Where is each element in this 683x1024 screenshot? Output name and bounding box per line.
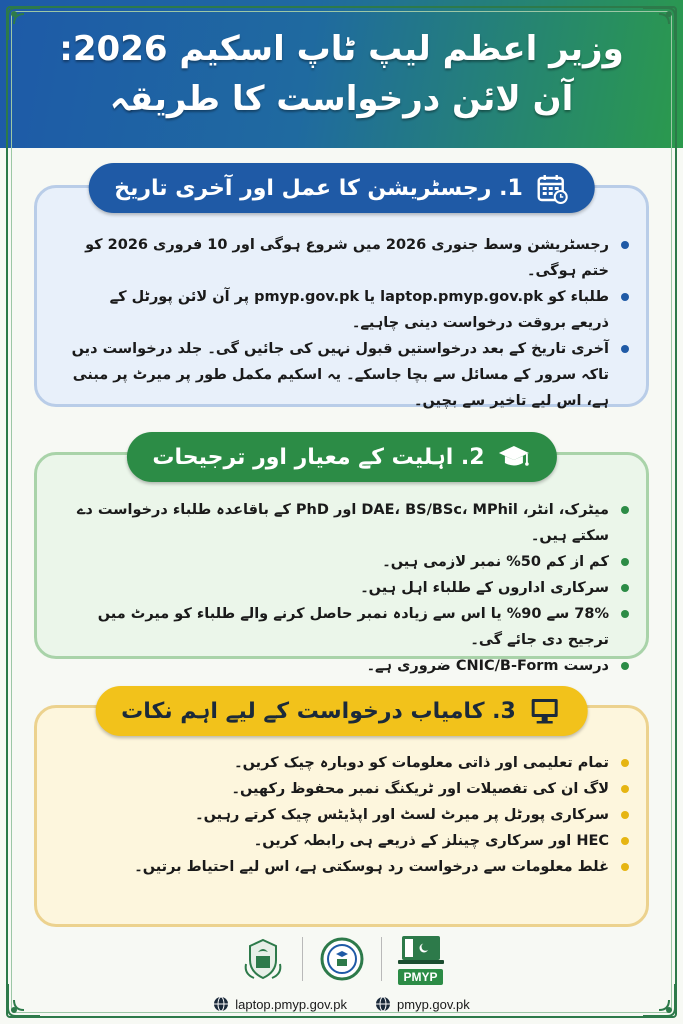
logo-divider (381, 937, 382, 981)
list-item: طلباء کو laptop.pmyp.gov.pk یا pmyp.gov.pk پر آن لائن پورٹل کے ذریعے بروقت درخواست دینی چاہیے۔ (71, 284, 631, 336)
website-link-laptop[interactable] (213, 996, 347, 1012)
list-item: سرکاری پورٹل پر میرٹ لسٹ اور اپڈیٹس چیک کرتے رہیں۔ (71, 802, 631, 828)
corner-ornament-icon (4, 4, 44, 44)
title-line-2: آن لائن درخواست کا طریقہ (109, 79, 574, 119)
pmyp-label: PMYP (398, 969, 442, 985)
list-item: درست CNIC/B-Form ضروری ہے۔ (71, 653, 631, 679)
logo-divider (302, 937, 303, 981)
list-item: رجسٹریشن وسط جنوری 2026 میں شروع ہوگی اور 10 فروری 2026 کو ختم ہوگی۔ (71, 232, 631, 284)
tips-bullet-list (71, 750, 631, 880)
list-item: 78% سے 90% یا اس سے زیادہ نمبر حاصل کرنے والے طلباء کو میرٹ میں ترجیح دی جائے گی۔ (71, 601, 631, 653)
footer-websites (0, 992, 683, 1016)
list-item: غلط معلومات سے درخواست رد ہوسکتی ہے، اس لیے احتیاط برتیں۔ (71, 854, 631, 880)
website-text: pmyp.gov.pk (397, 996, 470, 1012)
globe-icon (213, 996, 229, 1012)
logo-strip (0, 930, 683, 988)
eligibility-bullet-list (71, 497, 631, 679)
government-emblem-icon (238, 934, 288, 984)
website-text: laptop.pmyp.gov.pk (235, 996, 348, 1012)
section-heading-label: 1. رجسٹریشن کا عمل اور آخری تاریخ (114, 175, 523, 201)
globe-icon (375, 996, 391, 1012)
section-heading-registration (88, 163, 595, 213)
graduation-cap-icon (497, 440, 531, 474)
website-link-pmyp[interactable] (375, 996, 470, 1012)
laptop-flag-icon (396, 933, 446, 967)
title-line-1: وزیر اعظم لیپ ٹاپ اسکیم 2026: (59, 29, 624, 69)
computer-icon (528, 694, 562, 728)
list-item: کم از کم 50% نمبر لازمی ہیں۔ (71, 549, 631, 575)
calendar-icon (535, 171, 569, 205)
list-item: لاگ ان کی تفصیلات اور ٹریکنگ نمبر محفوظ رکھیں۔ (71, 776, 631, 802)
corner-ornament-icon (639, 4, 679, 44)
list-item: آخری تاریخ کے بعد درخواستیں قبول نہیں کی جائیں گی۔ جلد درخواست دیں تاکہ سرور کے مسائل سے بچا جاسکے۔ یہ اسکیم مکمل طور پر میرٹ پر مبنی ہے، اس لیے تاخیر سے بچیں۔ (71, 336, 631, 414)
pmyp-logo (396, 933, 446, 985)
section-heading-label: 3. کامیاب درخواست کے لیے اہم نکات (121, 698, 516, 724)
registration-bullet-list (71, 232, 631, 414)
list-item: HEC اور سرکاری چینلز کے ذریعے ہی رابطہ کریں۔ (71, 828, 631, 854)
header-banner (0, 0, 683, 148)
section-heading-eligibility (126, 432, 556, 482)
section-heading-label: 2. اہلیت کے معیار اور ترجیحات (152, 444, 485, 470)
list-item: تمام تعلیمی اور ذاتی معلومات کو دوبارہ چیک کریں۔ (71, 750, 631, 776)
section-heading-tips (95, 686, 588, 736)
hec-emblem-icon (317, 934, 367, 984)
list-item: میٹرک، انٹر، DAE، BS/BSc، MPhil اور PhD کے باقاعدہ طلباء درخواست دے سکتے ہیں۔ (71, 497, 631, 549)
list-item: سرکاری اداروں کے طلباء اہل ہیں۔ (71, 575, 631, 601)
